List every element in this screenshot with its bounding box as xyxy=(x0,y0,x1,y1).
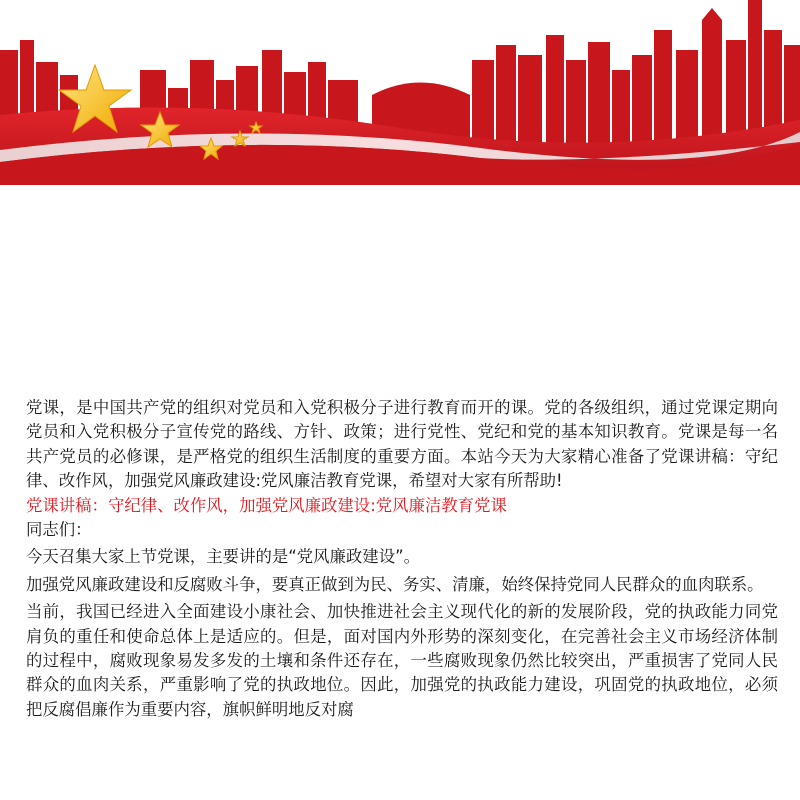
paragraph-2: 加强党风廉政建设和反腐败斗争，要真正做到为民、务实、清廉，始终保持党同人民群众的血肉联系。 xyxy=(26,574,764,594)
paragraph-1: 今天召集大家上节党课，主要讲的是“党风廉政建设”。 xyxy=(26,547,420,567)
paragraph-3: 当前，我国已经进入全面建设小康社会、加快推进社会主义现代化的新的发展阶段，党的执政能力同党肩负的重任和使命总体上是适应的。但是，面对国内外形势的深刻变化，在完善社会主义市场经济体制的过程中，腐败现象易发多发的土壤和条件还存在，一些腐败现象仍然比较突出，严重损害了党同人民群众的血肉关系，严重影响了党的执政地位。因此，加强党的执政能力建设，巩固党的执政地位，必须把反腐倡廉作为重要内容，旗帜鲜明地反对腐 xyxy=(26,602,778,719)
header-banner xyxy=(0,0,800,185)
article-body xyxy=(26,396,778,722)
intro-paragraph: 党课，是中国共产党的组织对党员和入党积极分子进行教育而开的课。党的各级组织，通过党课定期向党员和入党积极分子宣传党的路线、方针、政策；进行党性、党纪和党的基本知识教育。党课是每一名共产党员的必修课，是严格党的组织生活制度的重要方面。本站今天为大家精心准备了党课讲稿：守纪律、改作风，加强党风廉政建设:党风廉洁教育党课，希望对大家有所帮助! xyxy=(26,398,778,491)
article-title: 党课讲稿：守纪律、改作风，加强党风廉政建设:党风廉洁教育党课 xyxy=(26,495,507,515)
greeting: 同志们： xyxy=(26,520,92,540)
